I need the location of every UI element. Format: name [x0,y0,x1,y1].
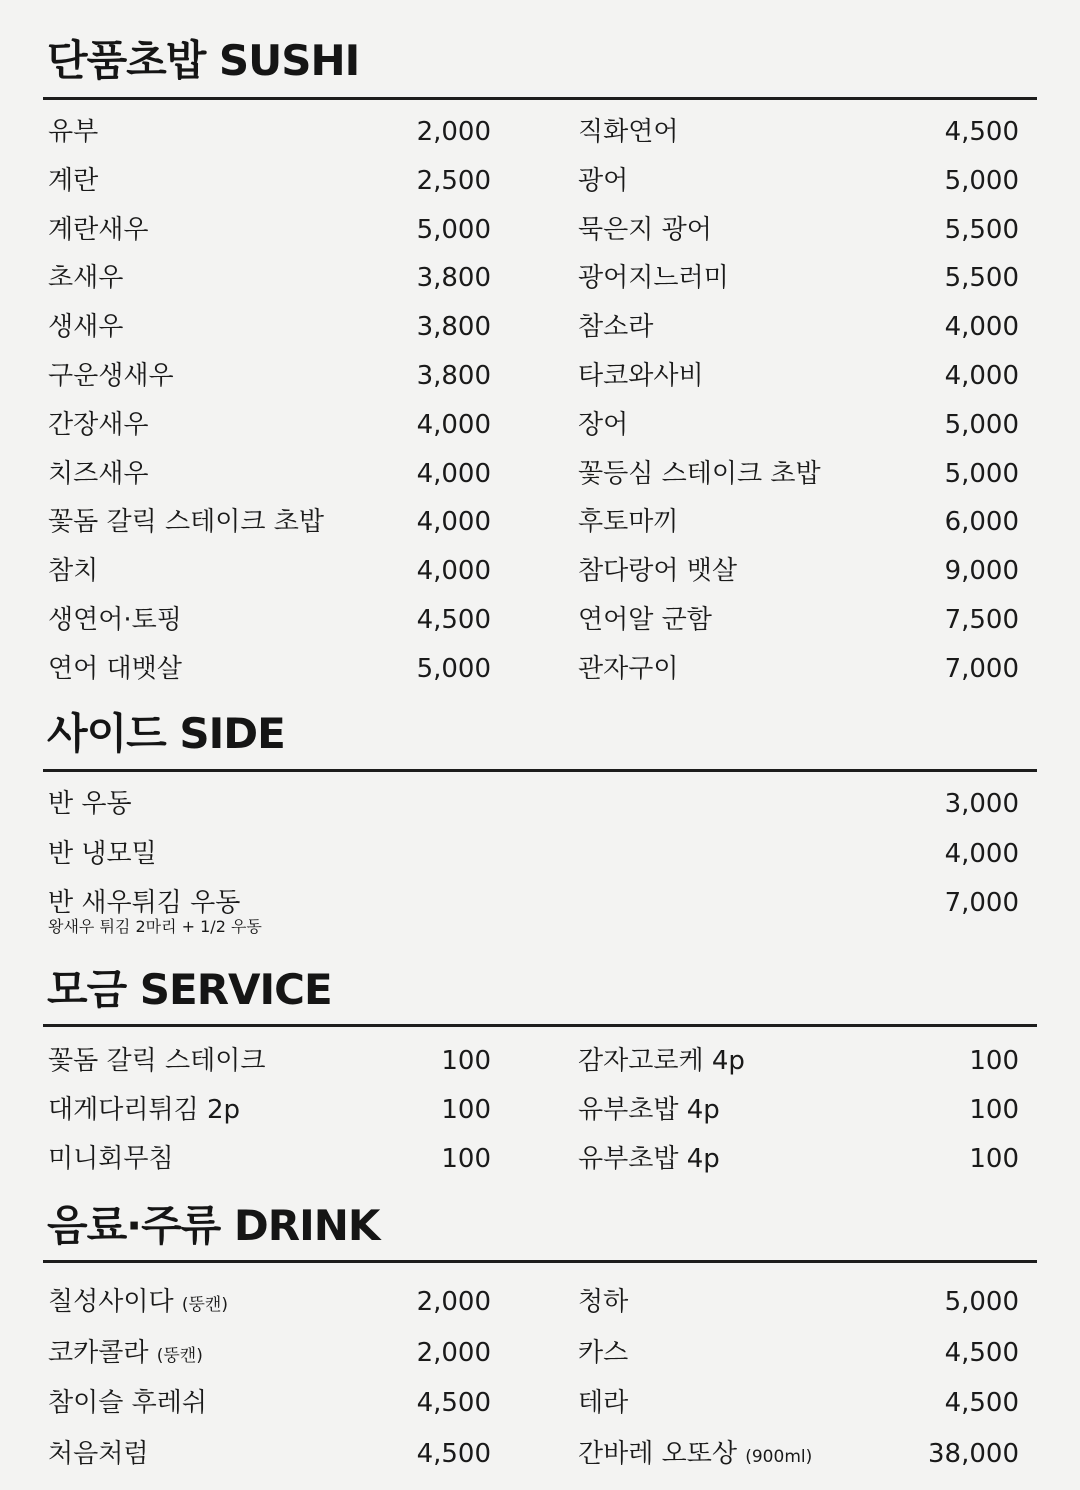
menu-item-name-text: 계란 [48,165,99,196]
menu-item [48,258,491,298]
menu-item-name [578,502,678,542]
menu-item [578,112,1019,152]
menu-item-name [578,112,678,152]
menu-item-name-text: 광어 [578,165,629,196]
menu-item-name-text: 광어지느러미 [578,263,729,294]
menu-item-price: 4,500 [944,117,1019,147]
menu-item-name-text: 생연어·토핑 [48,605,182,635]
menu-item [48,1333,491,1373]
menu-item-description: 왕새우 튀김 2마리 + 1/2 우동 [48,917,262,936]
menu-item-name [578,307,653,347]
menu-item-price: 5,000 [416,653,491,684]
section-title-drink: 음료·주류 DRINK [47,1201,380,1250]
menu-item [48,649,491,689]
menu-item-price: 4,000 [416,409,491,440]
menu-item [578,454,1019,494]
menu-item-note: (뚱캔) [181,1295,228,1315]
menu-item-price: 5,500 [944,263,1019,294]
menu-item-price: 2,000 [416,1337,491,1368]
menu-item-name-text: 유부 [48,117,99,147]
menu-item-name [48,1041,265,1081]
menu-item-name [578,210,712,250]
menu-item [578,1090,1019,1130]
menu-item-name [48,834,157,874]
menu-item [578,405,1019,445]
menu-item-name [48,307,123,347]
menu-item-price: 100 [969,1046,1019,1076]
menu-item-name-text: 꽃돔 갈릭 스테이크 [48,1046,266,1076]
menu-item-name-text: 장어 [578,409,629,440]
menu-item-name-text: 후토마끼 [578,507,679,538]
menu-item-price: 5,000 [944,458,1019,489]
menu-item [578,258,1019,298]
menu-item-price: 3,800 [416,263,491,294]
menu-item-name-text: 참소라 [578,312,654,343]
menu-item-price: 4,000 [416,556,491,587]
menu-item-name-text: 처음처럼 [48,1438,149,1469]
menu-item-price: 38,000 [928,1438,1019,1469]
menu-item-price: 100 [969,1095,1019,1125]
menu-item-name [578,649,678,689]
menu-item-name [578,1041,745,1081]
menu-item-name [578,1139,720,1179]
menu-item-price: 3,800 [416,361,491,391]
menu-item-name-text: 카스 [578,1337,629,1368]
menu-item [48,502,491,542]
menu-item-name-text: 참이슬 후레쉬 [48,1388,207,1418]
menu-item-name-text: 꽃등심 스테이크 초밥 [578,458,821,489]
menu-item-name [48,1434,148,1474]
menu-item-name-text: 참다랑어 뱃살 [578,556,737,587]
menu-item [48,161,491,201]
menu-item [578,1333,1019,1373]
menu-item-name-text: 코카콜라 [48,1337,149,1368]
menu-item-name [48,1139,174,1179]
section-divider [43,769,1037,772]
menu-item-name-text: 유부초밥 4p [578,1144,720,1174]
menu-item [48,600,491,640]
menu-item-name-text: 직화연어 [578,117,679,147]
menu-item-name-text: 대게다리튀김 2p [48,1095,241,1125]
menu-item-name [48,649,182,689]
menu-item-price: 2,000 [416,1287,491,1317]
menu-item-name [578,454,821,494]
menu-item-name [48,454,148,494]
menu-item-name-text: 구운생새우 [48,361,174,391]
menu-item-name-text: 간장새우 [48,409,149,440]
menu-item [578,307,1019,347]
menu-item [48,883,1019,936]
menu-item [48,356,491,396]
section-title-service: 모금 SERVICE [47,965,332,1014]
menu-item [578,161,1019,201]
menu-item-price: 4,500 [416,1388,491,1418]
menu-item [48,112,491,152]
menu-item-note: (뚱캔) [156,1345,203,1366]
menu-item [48,1383,491,1423]
menu-item [578,649,1019,689]
menu-item [48,834,1019,874]
menu-item-name [578,356,704,396]
menu-item-name [48,405,148,445]
menu-item-price: 4,000 [944,838,1019,869]
menu-item-name [48,161,98,201]
section-title-sushi: 단품초밥 SUSHI [47,36,360,85]
menu-item-name-text: 묵은지 광어 [578,214,712,245]
menu-item [48,784,1019,824]
menu-item-price: 5,000 [944,1287,1019,1317]
menu-item [48,1434,491,1474]
menu-item-price: 5,500 [944,214,1019,245]
menu-item-name-text: 반 우동 [48,789,132,819]
menu-item [578,356,1019,396]
menu-item-name [48,1282,228,1325]
menu-item-price: 4,000 [416,458,491,489]
menu-item [578,1383,1019,1423]
menu-item-name [578,1383,628,1423]
menu-item-name-text: 참치 [48,556,99,587]
menu-item-name [578,405,628,445]
section-divider [43,97,1037,100]
menu-item-price: 7,500 [944,605,1019,635]
menu-item-name [48,210,148,250]
menu-item-name [48,502,324,542]
menu-item-name [48,258,123,298]
menu-item [48,405,491,445]
menu-item [578,1041,1019,1081]
menu-item-name-text: 청하 [578,1287,629,1317]
menu-item-price: 6,000 [944,507,1019,538]
menu-item-name-text: 계란새우 [48,214,149,245]
menu-item-name [578,1434,812,1477]
menu-item-name-text: 관자구이 [578,653,679,684]
menu-item-name-text: 반 새우튀김 우동 [48,888,241,918]
menu-item-price: 5,000 [944,409,1019,440]
menu-item [578,600,1019,640]
menu-item-price: 4,000 [944,312,1019,343]
menu-item-price: 4,000 [416,507,491,538]
menu-item-price: 100 [441,1095,491,1125]
menu-item-name [48,1383,207,1423]
menu-item-name [578,1090,720,1130]
menu-item-price: 100 [441,1046,491,1076]
menu-item-name [578,161,628,201]
menu-item-price: 2,000 [416,117,491,147]
menu-item [578,1434,1019,1474]
menu-item-name-text: 테라 [578,1388,629,1418]
menu-item-name-text: 초새우 [48,263,124,294]
menu-item-name-text: 연어 대뱃살 [48,653,182,684]
menu-item-name-text: 미니회무침 [48,1144,174,1174]
menu-item-name [48,1333,203,1376]
menu-item-name [48,1090,240,1130]
menu-item [578,1139,1019,1179]
menu-item-price: 5,000 [944,165,1019,196]
menu-item [578,551,1019,591]
menu-item-price: 5,000 [416,214,491,245]
menu-item-price: 3,000 [944,789,1019,819]
menu-item [48,551,491,591]
menu-item-name [578,600,712,640]
menu-item [48,307,491,347]
menu-item-price: 4,500 [944,1388,1019,1418]
menu-item-name [48,784,132,824]
menu-item-name [578,551,737,591]
menu-item [48,454,491,494]
menu-item-price: 100 [441,1144,491,1174]
menu-item-name-text: 유부초밥 4p [578,1095,720,1125]
menu-item-name [48,551,98,591]
menu-item-name [48,112,98,152]
section-title-side: 사이드 SIDE [47,709,285,758]
menu-item-name-text: 칠성사이다 [48,1287,174,1317]
menu-item [48,1282,491,1322]
menu-item-price: 3,800 [416,312,491,343]
menu-item-name-text: 감자고로케 4p [578,1046,745,1076]
menu-item [48,1090,491,1130]
menu-item [48,1139,491,1179]
menu-item-name-text: 치즈새우 [48,458,149,489]
menu-item-price: 9,000 [944,556,1019,587]
menu-item-name [578,1282,628,1322]
menu-item-name-text: 꽃돔 갈릭 스테이크 초밥 [48,507,324,538]
menu-item-price: 4,500 [416,605,491,635]
menu-item-price: 2,500 [416,165,491,196]
menu-item [48,210,491,250]
menu-item [578,210,1019,250]
menu-item-price: 4,500 [944,1337,1019,1368]
menu-item-name [578,258,729,298]
menu-item-name-text: 반 냉모밀 [48,838,157,869]
menu-item-name-text: 생새우 [48,312,124,343]
menu-item [578,502,1019,542]
menu-item-name-text: 타코와사비 [578,361,704,391]
menu-item-name [578,1333,628,1373]
menu-item-price: 4,000 [944,361,1019,391]
menu-item-name-text: 간바레 오또상 [578,1438,737,1469]
menu-item-name-text: 연어알 군함 [578,605,712,635]
section-divider [43,1024,1037,1027]
menu-item [48,1041,491,1081]
menu-item-price: 100 [969,1144,1019,1174]
menu-item-price: 4,500 [416,1438,491,1469]
menu-item-price: 7,000 [944,888,1019,918]
section-divider [43,1260,1037,1263]
menu-item [578,1282,1019,1322]
menu-item-name [48,600,182,640]
menu-item-price: 7,000 [944,653,1019,684]
menu-item-note: (900ml) [745,1446,813,1467]
menu-item-name [48,356,174,396]
